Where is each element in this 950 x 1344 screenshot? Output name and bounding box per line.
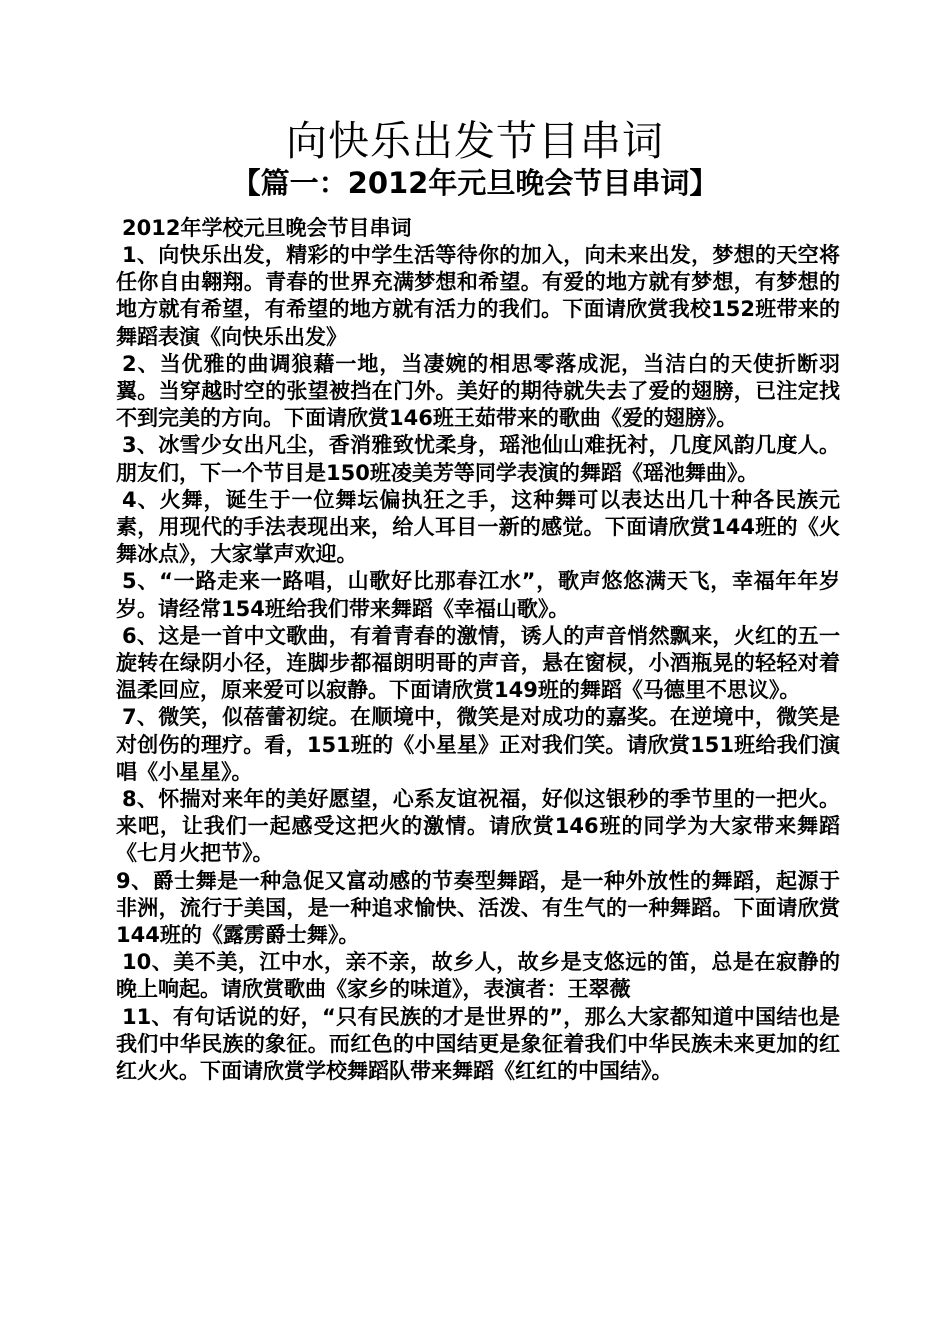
paragraph-9: 9、爵士舞是一种急促又富动感的节奏型舞蹈，是一种外放性的舞蹈，起源于非洲，流行于美国，是一种追求愉快、活泼、有生气的一种舞蹈。下面请欣赏144班的《露雳爵士舞》。 [116,868,840,948]
document-body [116,215,840,1085]
paragraph-1: 1、向快乐出发，精彩的中学生活等待你的加入，向未来出发，梦想的天空将任你自由翱翔。青春的世界充满梦想和希望。有爱的地方就有梦想，有梦想的地方就有希望，有希望的地方就有活力的我们。下面请欣赏我校152班带来的舞蹈表演《向快乐出发》 [116,243,840,349]
paragraph-11: 11、有句话说的好，“只有民族的才是世界的”，那么大家都知道中国结也是我们中华民族的象征。而红色的中国结更是象征着我们中华民族未来更加的红红火火。下面请欣赏学校舞蹈队带来舞蹈《红红的中国结》。 [116,1004,840,1084]
paragraph-4: 4、火舞，诞生于一位舞坛偏执狂之手，这种舞可以表达出几十种各民族元素，用现代的手法表现出来，给人耳目一新的感觉。下面请欣赏144班的《火舞冰点》，大家掌声欢迎。 [116,487,840,567]
paragraph-10: 10、美不美，江中水，亲不亲，故乡人，故乡是支悠远的笛，总是在寂静的晚上响起。请欣赏歌曲《家乡的味道》，表演者：王翠薇 [116,950,840,1002]
paragraph-2: 2、当优雅的曲调狼藉一地，当凄婉的相思零落成泥，当洁白的天使折断羽翼。当穿越时空的张望被挡在门外。美好的期待就失去了爱的翅膀，已注定找不到完美的方向。下面请欣赏146班王茹带来的歌曲《爱的翅膀》。 [116,351,840,431]
document-subtitle: 【篇一：2012年元旦晚会节目串词】 [231,166,719,200]
paragraph-8: 8、怀揣对来年的美好愿望，心系友谊祝福，好似这银秒的季节里的一把火。来吧，让我们一起感受这把火的激情。请欣赏146班的同学为大家带来舞蹈《七月火把节》。 [116,787,840,866]
paragraph-3: 3、冰雪少女出凡尘，香消雅致忧柔身，瑶池仙山难抚衬，几度风韵几度人。朋友们，下一个节目是150班凌美芳等同学表演的舞蹈《瑶池舞曲》。 [116,433,840,485]
document-title: 向快乐出发节目串词 [286,117,664,165]
paragraph-6: 6、这是一首中文歌曲，有着青春的激情，诱人的声音悄然飘来，火红的五一旋转在绿阴小径，连脚步都福朗明哥的声音，悬在窗棂，小酒瓶晃的轻轻对着温柔回应，原来爱可以寂静。下面请欣赏149班的舞蹈《马德里不思议》。 [116,623,840,703]
paragraph-7: 7、微笑，似蓓蕾初绽。在顺境中，微笑是对成功的嘉奖。在逆境中，微笑是对创伤的理疗。看，151班的《小星星》正对我们笑。请欣赏151班给我们演唱《小星星》。 [116,705,840,784]
paragraph-5: 5、“一路走来一路唱，山歌好比那春江水”，歌声悠悠满天飞，幸福年年岁岁。请经常154班给我们带来舞蹈《幸福山歌》。 [116,569,840,621]
section-heading: 2012年学校元旦晚会节目串词 [122,216,412,240]
